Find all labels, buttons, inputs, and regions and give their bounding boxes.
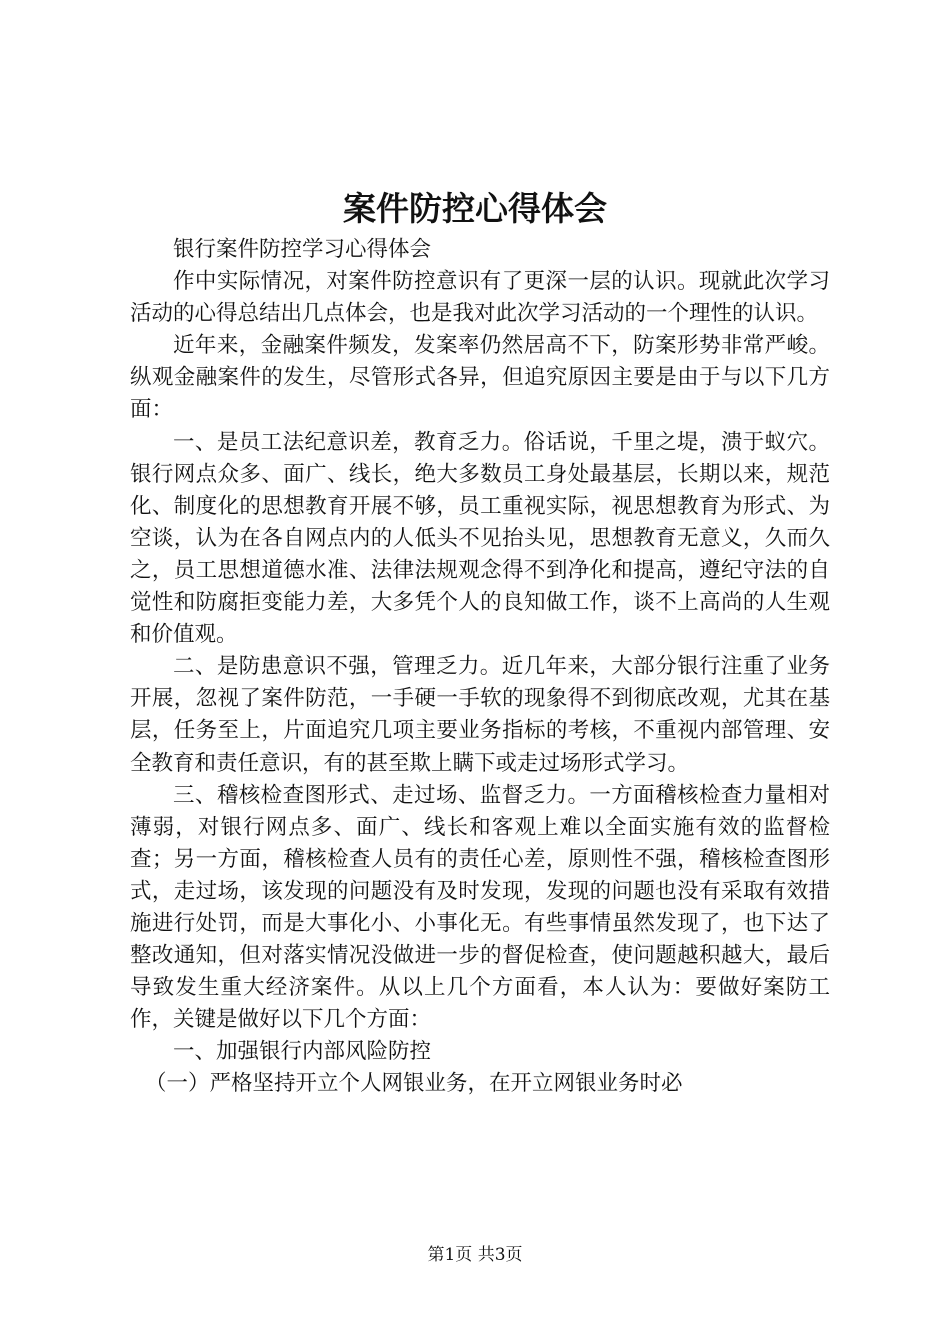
paragraph: （一）严格坚持开立个人网银业务，在开立网银业务时必: [145, 1071, 683, 1097]
paragraph: 二、是防患意识不强，管理乏力。近几年来，大部分银行注重了业务开展，忽视了案件防范，一手硬一手软的现象得不到彻底改观，尤其在基层，任务至上，片面追究几项主要业务指标的考核，不重视内部管理、安全教育和责任意识，有的甚至欺上瞒下或走过场形式学习。: [130, 654, 830, 776]
paragraph-subtitle: 银行案件防控学习心得体会: [173, 237, 432, 262]
paragraph: 一、是员工法纪意识差，教育乏力。俗话说，千里之堤，溃于蚁穴。银行网点众多、面广、线长，绝大多数员工身处最基层，长期以来，规范化、制度化的思想教育开展不够，员工重视实际，视思想教育为形式、为空谈，认为在各自网点内的人低头不见抬头见，思想教育无意义，久而久之，员工思想道德水准、法律法规观念得不到净化和提高，遵纪守法的自觉性和防腐拒变能力差，大多凭个人的良知做工作，谈不上高尚的人生观和价值观。: [130, 429, 830, 648]
document-title: 案件防控心得体会: [343, 189, 607, 228]
paragraph: 近年来，金融案件频发，发案率仍然居高不下，防案形势非常严峻。纵观金融案件的发生，尽管形式各异，但追究原因主要是由于与以下几方面：: [130, 333, 830, 423]
page-footer: 第1页 共3页: [427, 1245, 523, 1265]
section-heading: 一、加强银行内部风险防控: [173, 1039, 432, 1065]
paragraph: 三、稽核检查图形式、走过场、监督乏力。一方面稽核检查力量相对薄弱，对银行网点多、面广、线长和客观上难以全面实施有效的监督检查；另一方面，稽核检查人员有的责任心差，原则性不强，稽核检查图形式，走过场，该发现的问题没有及时发现，发现的问题也没有采取有效措施进行处罚，而是大事化小、小事化无。有些事情虽然发现了，也下达了整改通知，但对落实情况没做进一步的督促检查，使问题越积越大，最后导致发生重大经济案件。从以上几个方面看，本人认为：要做好案防工作，关键是做好以下几个方面：: [130, 782, 830, 1033]
document-body: [130, 234, 830, 1101]
paragraph: 作中实际情况，对案件防控意识有了更深一层的认识。现就此次学习活动的心得总结出几点体会，也是我对此次学习活动的一个理性的认识。: [130, 269, 830, 327]
